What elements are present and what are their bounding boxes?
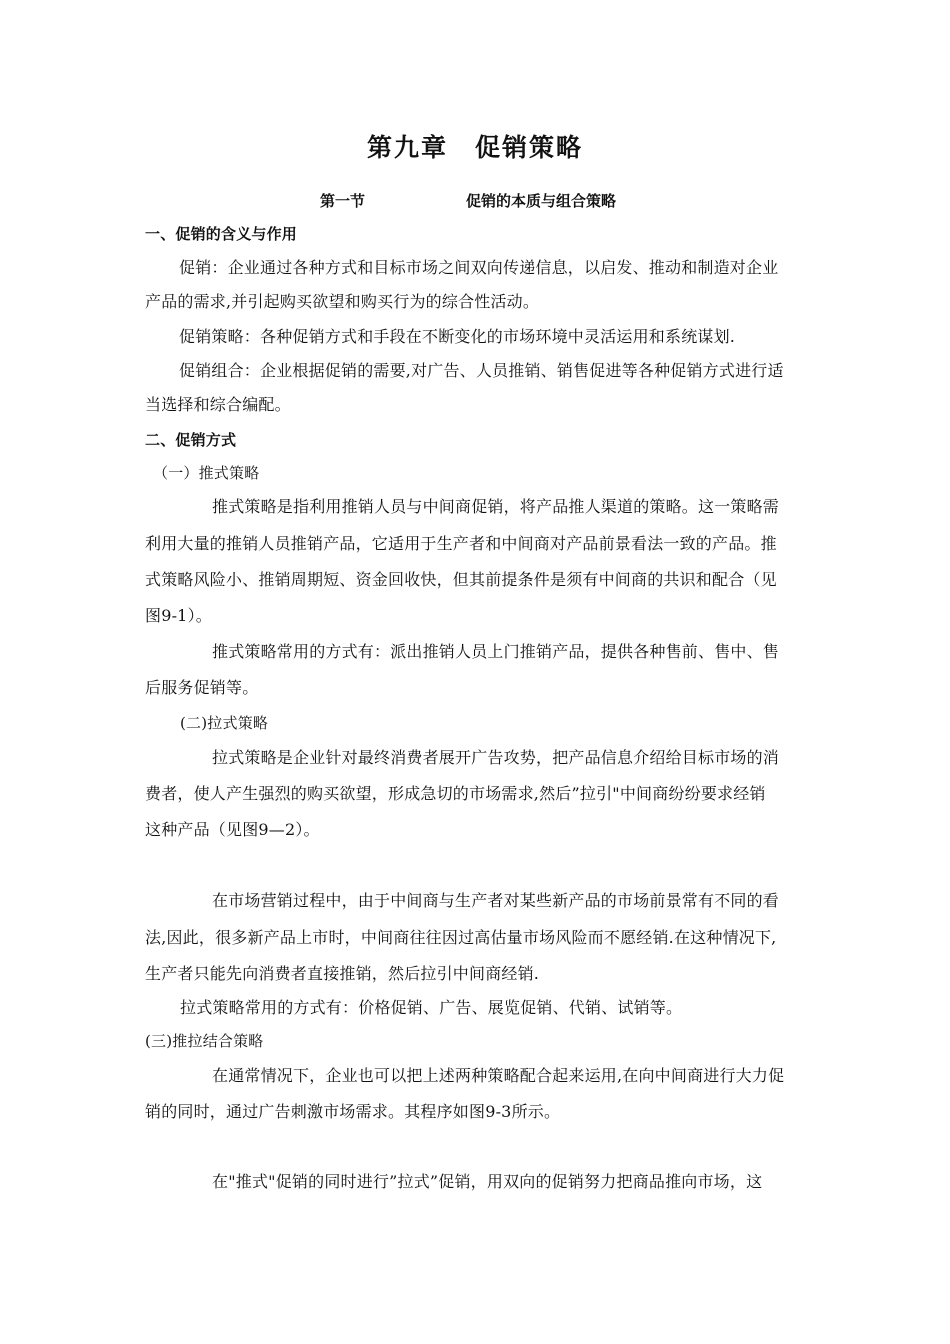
paragraph-line: 式策略风险小、推销周期短、资金回收快，但其前提条件是须有中间商的共识和配合（见 (145, 570, 777, 589)
subheading-pull: (二)拉式策略 (180, 714, 269, 732)
section-title: 促销的本质与组合策略 (466, 192, 617, 210)
paragraph-line: 产品的需求,并引起购买欲望和购买行为的综合性活动。 (145, 292, 540, 311)
paragraph-line: 推式策略是指利用推销人员与中间商促销，将产品推人渠道的策略。这一策略需 (212, 497, 780, 516)
paragraph-line: 促销：企业通过各种方式和目标市场之间双向传递信息，以启发、推动和制造对企业 (179, 258, 779, 277)
paragraph-line: 当选择和综合编配。 (145, 395, 291, 414)
paragraph-line: 在市场营销过程中，由于中间商与生产者对某些新产品的市场前景常有不同的看 (212, 891, 780, 910)
paragraph-line: 在"推式"促销的同时进行”拉式”促销，用双向的促销努力把商品推向市场，这 (212, 1172, 763, 1191)
paragraph-line: 图9-1）。 (145, 606, 212, 625)
paragraph-line: 拉式策略是企业针对最终消费者展开广告攻势，把产品信息介绍给目标市场的消 (212, 748, 780, 767)
paragraph-line: 促销组合：企业根据促销的需要,对广告、人员推销、销售促进等各种促销方式进行适 (179, 361, 784, 380)
paragraph-line: 销的同时，通过广告刺激市场需求。其程序如图9-3所示。 (145, 1102, 561, 1121)
paragraph-line: 促销策略：各种促销方式和手段在不断变化的市场环境中灵活运用和系统谋划. (179, 327, 736, 346)
subheading-push: （一）推式策略 (153, 464, 260, 482)
paragraph-line: 在通常情况下，企业也可以把上述两种策略配合起来运用,在向中间商进行大力促 (212, 1066, 785, 1085)
section-number: 第一节 (320, 192, 366, 210)
paragraph-line: 后服务促销等。 (145, 678, 259, 697)
paragraph-line: 生产者只能先向消费者直接推销，然后拉引中间商经销. (145, 964, 540, 983)
subheading-push-pull: (三)推拉结合策略 (145, 1032, 264, 1050)
paragraph-line: 费者，使人产生强烈的购买欲望，形成急切的市场需求,然后”拉引"中间商纷纷要求经销 (145, 784, 766, 803)
chapter-title: 第九章 促销策略 (366, 133, 583, 162)
paragraph-line: 利用大量的推销人员推销产品，它适用于生产者和中间商对产品前景看法一致的产品。推 (145, 534, 777, 553)
heading-methods: 二、促销方式 (145, 431, 237, 449)
paragraph-line: 法,因此，很多新产品上市时，中间商往往因过高估量市场风险而不愿经销.在这种情况下, (145, 928, 777, 947)
heading-meaning: 一、促销的含义与作用 (145, 225, 298, 243)
paragraph-line: 拉式策略常用的方式有：价格促销、广告、展览促销、代销、试销等。 (180, 998, 683, 1017)
paragraph-line: 这种产品（见图9—2）。 (145, 820, 320, 839)
paragraph-line: 推式策略常用的方式有：派出推销人员上门推销产品，提供各种售前、售中、售 (212, 642, 780, 661)
